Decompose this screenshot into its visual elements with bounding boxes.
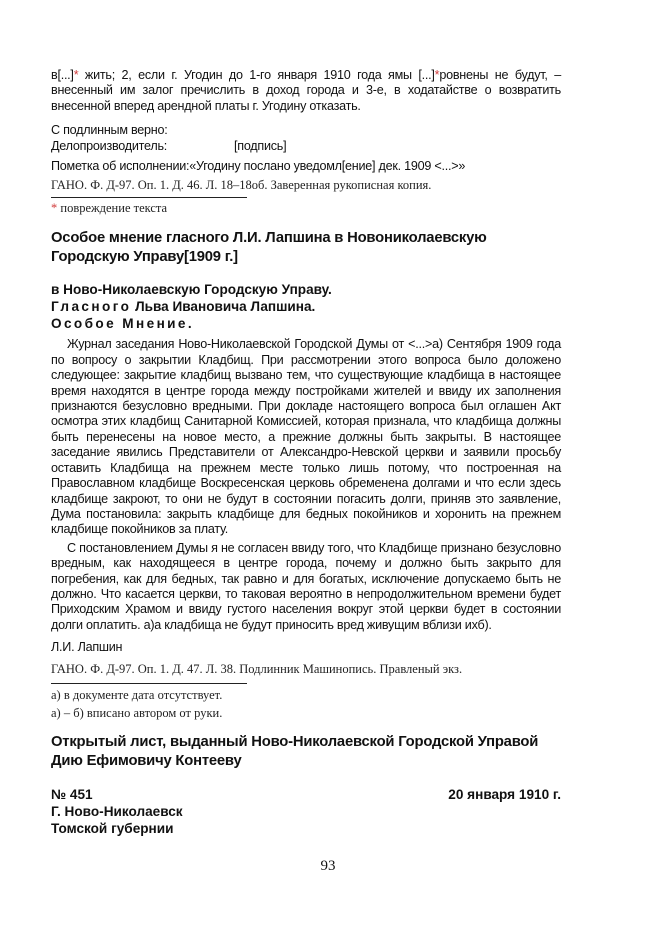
- document-title: Открытый лист, выданный Ново-Николаевской Городской Управой Дию Ефимовичу Контееву: [51, 733, 539, 769]
- document-page: [51, 68, 561, 837]
- document-heading: [51, 786, 561, 837]
- footnote-divider: [51, 197, 247, 198]
- archive-source: ГАНО. Ф. Д-97. Оп. 1. Д. 47. Л. 38. Подлинник Машинопись. Правленый экз.: [51, 661, 463, 676]
- document-title: Особое мнение гласного Л.И. Лапшина в Новониколаевскую Городскую Управу[1909 г.]: [51, 230, 487, 266]
- footnote: [51, 200, 561, 216]
- addressee: в Ново-Николаевскую Городскую Управу.: [51, 282, 332, 298]
- author-name: Льва Ивановича Лапшина.: [131, 299, 316, 315]
- signature-placeholder: [подпись]: [234, 138, 287, 153]
- intro-text-3: ровнены не будут, – внесенный им залог пречислить в доход города и 3-е, в ходатайстве о возвратить внесенной вперед арендной платы г. Угодину отказать.: [51, 68, 561, 113]
- document-date: 20 января 1910 г.: [448, 786, 561, 802]
- footnote: а) в документе дата отсутствует.: [51, 687, 223, 702]
- archive-source: ГАНО. Ф. Д-97. Оп. 1. Д. 46. Л. 18–18об. Заверенная рукописная копия.: [51, 178, 432, 193]
- footnote-text: повреждение текста: [57, 201, 168, 216]
- intro-text-2: жить; 2, если г. Угодин до 1-го января 1910 года ямы [...]: [78, 68, 435, 82]
- signer: Л.И. Лапшин: [51, 640, 123, 655]
- author-line: [51, 298, 561, 315]
- footnote-divider: [51, 683, 247, 684]
- intro-text-1: в[...]: [51, 68, 74, 82]
- damage-marker: *: [51, 201, 58, 216]
- document-type: Особое Мнение.: [51, 316, 195, 332]
- document-heading: [51, 281, 561, 332]
- author-title: Гласного: [51, 299, 132, 315]
- clerk-line: [51, 139, 561, 154]
- body-paragraph: Журнал заседания Ново-Николаевской Городской Думы от <...>а) Сентября 1909 года по вопросу о закрытии Кладбищ. При рассмотрении этого вопроса было доложено следующее: закрытие кладбищ вызвано тем, что существующие кладбища в настоящее время находятся в центре города между постройками жителей и ввиду их заполнения признаются безусловно вредными. При докладе настоящего вопроса был оглашен Акт осмотра этих кладбищ Санитарной Комиссией, которая признала, что кладбища должны быть перенесены на новое место, а прежние должны быть закрыты. В настоящее заседание явились Представители от Александро-Невской церкви и заявили просьбу оставить Кладбища на прежнем месте только лишь потому, что построенная на Православном кладбище Воскресенская церковь обременена долгами и что если здесь кладбище закроют, то они не будут в состоянии погасить долги, приняв это заявление, Дума постановила: закрыть кладбище для бедных покойников и хоронить на прежнем кладбище покойников за плату.: [51, 337, 561, 537]
- intro-paragraph: [51, 68, 561, 114]
- document-number: № 451: [51, 786, 93, 802]
- damage-marker: *: [73, 68, 79, 82]
- body-paragraph: С постановлением Думы я не согласен ввиду того, что Кладбище признано безусловно вредным, как находящееся в центре города, почему и должно быть закрыто для погребения, как для бедных, так равно и для богатых, исключение допускаемо быть не должно. Что касается церкви, то таковая вероятно в непродолжительном времени будет Приходским Храмом и ввиду густого населения вокруг этой церкви будет в состоянии долги оплатить. а)а кладбища не будут приносить вред живущим вблизи ихб).: [51, 540, 561, 632]
- number-date-row: [51, 786, 561, 803]
- province: Томской губернии: [51, 820, 174, 836]
- damage-marker: *: [434, 68, 440, 82]
- clerk-label: Делопроизводитель:: [51, 138, 168, 153]
- city: Г. Ново-Николаевск: [51, 803, 183, 819]
- page-number: 93: [320, 858, 336, 874]
- footnote: а) – б) вписано автором от руки.: [51, 705, 223, 720]
- certification-block: [51, 123, 561, 174]
- cert-line: С подлинным верно:: [51, 123, 168, 138]
- execution-note: Пометка об исполнении:«Угодину послано уведомл[ение] дек. 1909 <...>»: [51, 159, 466, 174]
